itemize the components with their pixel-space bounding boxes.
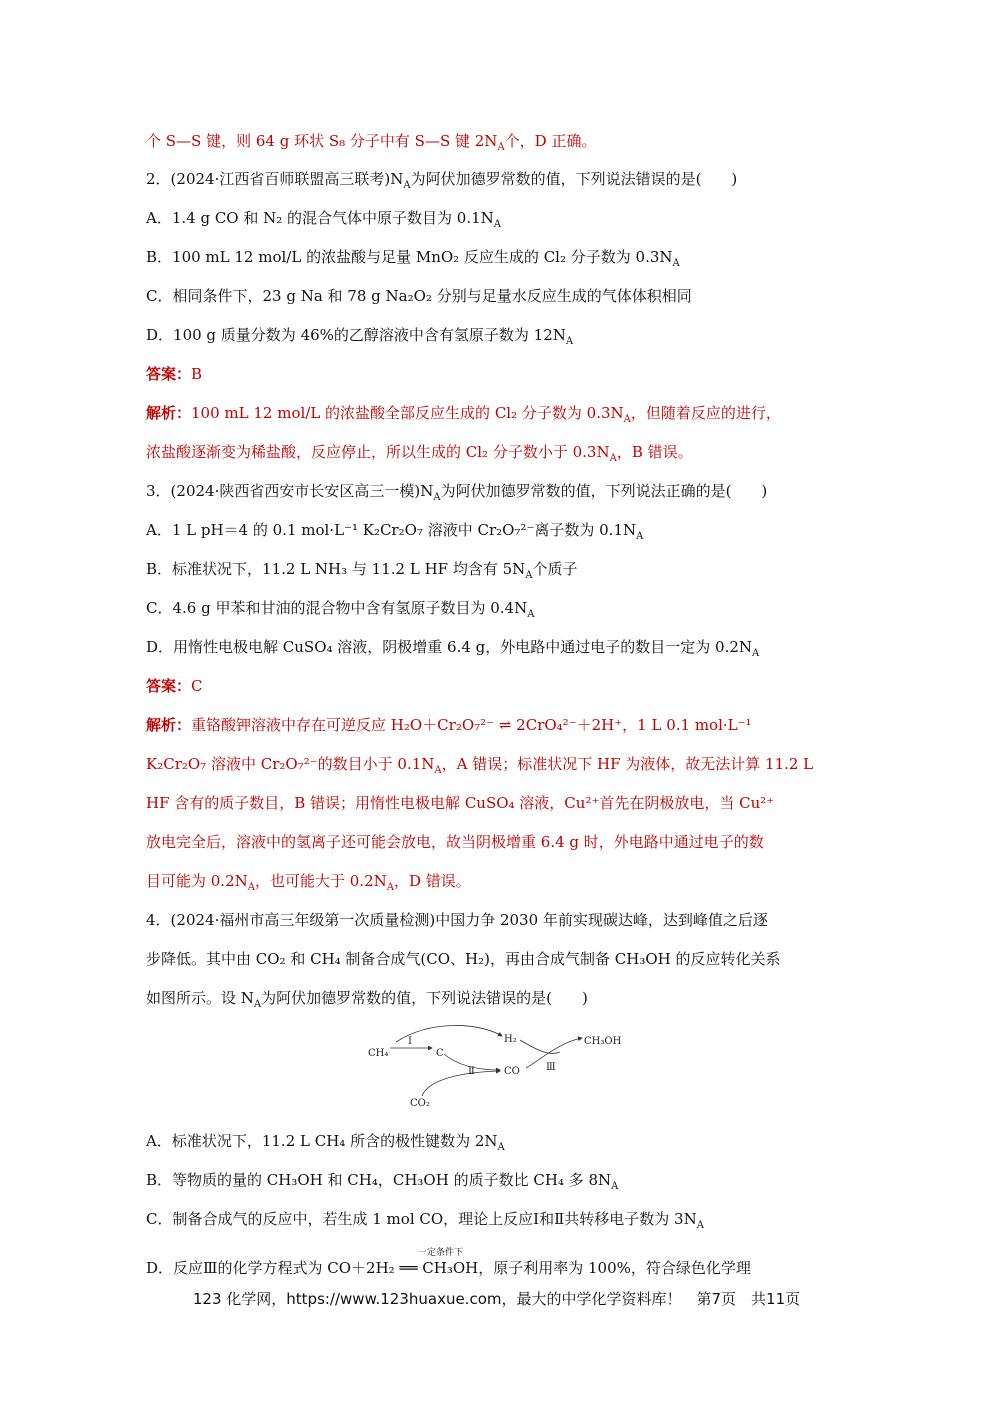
question-4-stem-2: 步降低。其中由 CO₂ 和 CH₄ 制备合成气(CO、H₂)，再由合成气制备 CH₃OH 的反应转化关系 xyxy=(146,950,781,968)
question-2-option-d: D．100 g 质量分数为 46%的乙醇溶液中含有氢原子数为 $12N_A$ xyxy=(146,326,574,346)
question-2-option-a: A．1.4 g CO 和 N₂ 的混合气体中原子数目为 $0.1N_A$ xyxy=(146,209,502,229)
question-4-stem-3: 如图所示。设 $N_A$为阿伏加德罗常数的值，下列说法错误的是( ) xyxy=(146,989,588,1009)
question-3-stem: 3．(2024·陕西省西安市长安区高三一模)$N_A$为阿伏加德罗常数的值，下列说法正确的是( ) xyxy=(146,482,768,502)
prev-explanation-end: 个 S—S 键，则 64 g 环状 S₈ 分子中有 S—S 键 $2N_A$个，D 正确。 xyxy=(146,132,597,152)
question-4-option-c: C．制备合成气的反应中，若生成 1 mol CO，理论上反应Ⅰ和Ⅱ共转移电子数为 $3N_A$ xyxy=(146,1210,704,1230)
question-2-explanation-2: 浓盐酸逐渐变为稀盐酸，反应停止，所以生成的 Cl₂ 分子数小于 $0.3N_A$，B 错误。 xyxy=(146,443,693,463)
question-2-option-b: B．100 mL 12 mol/L 的浓盐酸与足量 MnO₂ 反应生成的 Cl₂ 分子数为 $0.3N_A$ xyxy=(146,248,680,268)
label-r1: Ⅰ xyxy=(408,1036,412,1047)
label-ch3oh: CH₃OH xyxy=(584,1036,622,1047)
label-co: CO xyxy=(504,1066,520,1077)
question-2-stem: 2．(2024·江西省百师联盟高三联考)$N_A$为阿伏加德罗常数的值，下列说法错误的是( ) xyxy=(146,170,738,190)
question-3-explanation-4: 放电完全后，溶液中的氢离子还可能会放电，故当阴极增重 6.4 g 时，外电路中通过电子的数 xyxy=(146,833,764,851)
question-3-explanation-1: 解析：重铬酸钾溶液中存在可逆反应 H₂O＋Cr₂O₇²⁻ ⇌ 2CrO₄²⁻＋2H⁺，1 L 0.1 mol·L⁻¹ xyxy=(146,716,752,734)
label-r3: Ⅲ xyxy=(546,1062,556,1073)
question-3-option-d: D．用惰性电极电解 CuSO₄ 溶液，阴极增重 6.4 g，外电路中通过电子的数目一定为 $0.2N_A$ xyxy=(146,638,760,658)
question-3-option-b: B．标准状况下，11.2 L NH₃ 与 11.2 L HF 均含有 $5N_A$个质子 xyxy=(146,560,578,580)
arrow-h2-join xyxy=(520,1040,560,1054)
question-4-stem-1: 4．(2024·福州市高三年级第一次质量检测)中国力争 2030 年前实现碳达峰，达到峰值之后逐 xyxy=(146,911,768,929)
question-3-explanation-3: HF 含有的质子数目，B 错误；用惰性电极电解 CuSO₄ 溶液，Cu²⁺首先在阴极放电，当 Cu²⁺ xyxy=(146,794,775,812)
page-footer: 123 化学网，https://www.123huaxue.com，最大的中学化学资料库！ 第7页 共11页 xyxy=(192,1290,801,1308)
arrow-c-co xyxy=(444,1054,500,1070)
question-4-option-b: B．等物质的量的 CH₃OH 和 CH₄，CH₃OH 的质子数比 CH₄ 多 $8N_A$ xyxy=(146,1171,619,1191)
question-4-option-a: A．标准状况下，11.2 L CH₄ 所含的极性键数为 $2N_A$ xyxy=(146,1132,505,1152)
question-2-explanation-1: 解析：100 mL 12 mol/L 的浓盐酸全部反应生成的 Cl₂ 分子数为 $0.3N_A$，但随着反应的进行， xyxy=(146,404,781,424)
reaction-diagram-svg xyxy=(360,1022,640,1114)
question-4-option-d-condition: 一定条件下 xyxy=(418,1248,464,1258)
question-3-option-a: A．1 L pH＝4 的 0.1 mol·L⁻¹ K₂Cr₂O₇ 溶液中 Cr₂O₇²⁻离子数为 $0.1N_A$ xyxy=(146,521,644,541)
arrow-co2-co xyxy=(422,1071,500,1096)
question-4-option-d: D．反应Ⅲ的化学方程式为 CO＋2H₂ ══ CH₃OH，原子利用率为 100%，符合绿色化学理 xyxy=(146,1259,751,1277)
question-3-option-c: C．4.6 g 甲苯和甘油的混合物中含有氢原子数目为 $0.4N_A$ xyxy=(146,599,535,619)
question-3-explanation-5: 目可能为 $0.2N_A$，也可能大于 $0.2N_A$，D 错误。 xyxy=(146,872,471,892)
reaction-diagram xyxy=(360,1022,640,1114)
label-co2: CO₂ xyxy=(410,1098,430,1109)
label-h2: H₂ xyxy=(504,1034,517,1045)
label-c: C xyxy=(436,1048,444,1059)
question-2-answer: 答案：B xyxy=(146,365,203,383)
question-3-answer: 答案：C xyxy=(146,677,203,695)
label-ch4: CH₄ xyxy=(368,1048,389,1059)
question-3-explanation-2: K₂Cr₂O₇ 溶液中 Cr₂O₇²⁻的数目小于 $0.1N_A$，A 错误；标准状况下 HF 为液体，故无法计算 11.2 L xyxy=(146,755,814,775)
question-2-option-c: C．相同条件下，23 g Na 和 78 g Na₂O₂ 分别与足量水反应生成的气体体积相同 xyxy=(146,287,692,305)
label-r2: Ⅱ xyxy=(468,1066,475,1077)
